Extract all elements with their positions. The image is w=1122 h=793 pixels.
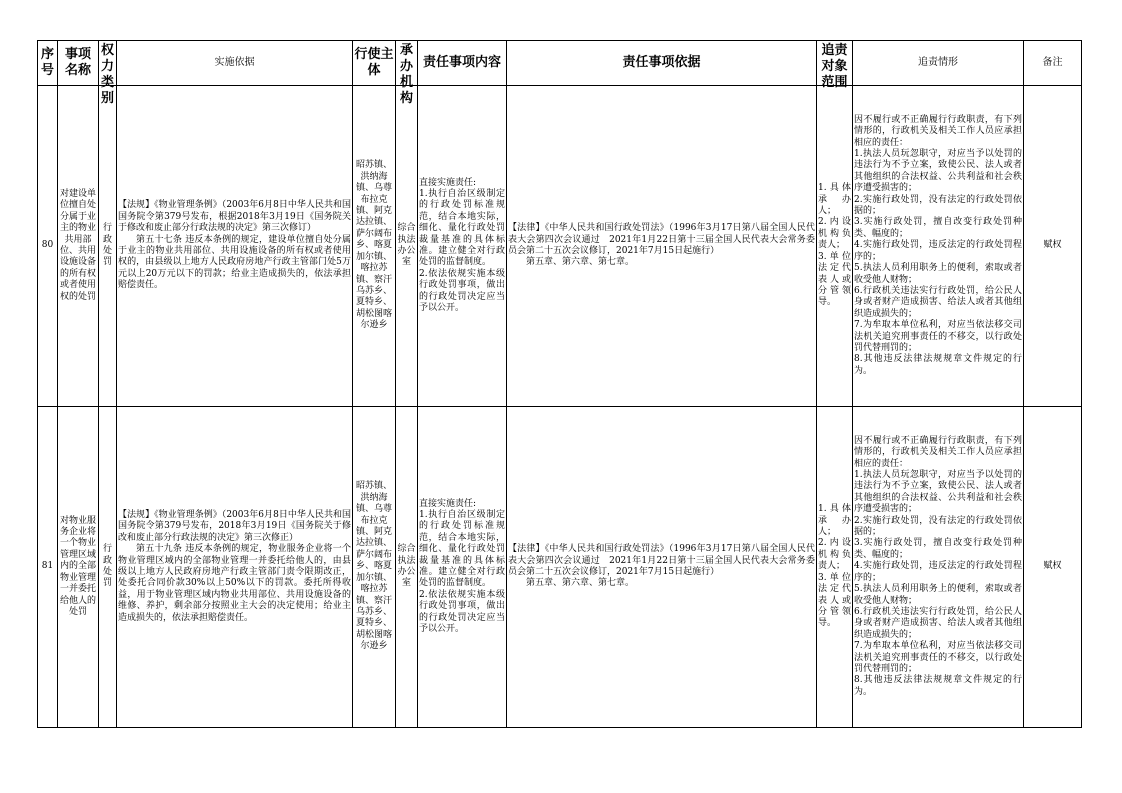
resp-basis-main: 【法律】《中华人民共和国行政处罚法》（1996年3月17日第八届全国人民代表大会第四次会议通过 2021年1月22日第十三届全国人民代表大会常务委员会第二十五次会议修订，2021年7月15日起施行） <box>508 223 815 256</box>
header-circumstances: 追责情形 <box>853 41 1024 86</box>
resp-basis-chapters: 第五章、第六章、第七章。 <box>526 257 635 268</box>
header-org: 承办机构 <box>396 41 418 86</box>
row-org: 综合执法办公室 <box>396 86 418 407</box>
header-scope: 追责对象范围 <box>817 41 853 86</box>
row-resp-basis <box>507 86 817 407</box>
header-subject: 行使主体 <box>353 41 396 86</box>
row-resp-basis <box>507 407 817 728</box>
row-basis <box>117 86 353 407</box>
row-subject: 昭苏镇、洪纳海镇、乌尊布拉克镇、阿克达拉镇、萨尔阔布乡、喀夏加尔镇、喀拉苏镇、察汗乌苏乡、夏特乡、胡松图喀尔逊乡 <box>353 86 396 407</box>
header-row <box>38 41 1082 86</box>
basis-article: 第五十七条 违反本条例的规定，建设单位擅自处分属于业主的物业共用部位、共用设施设备的所有权或者使用权的，由县级以上地方人民政府房地产行政主管部门处5万元以上20万元以下的罚款；给业主造成损失的，依法承担赔偿责任。 <box>118 234 351 291</box>
row-resp-content: 直接实施责任: 1.执行自治区级制定的行政处罚标准规范，结合本地实际，细化、量化行政处罚裁量基准的具体标准。建立健全对行政处罚的监督制度。 2.依法依规实施本级行政处罚事项，做出的行政处罚决定应当予以公开。 <box>418 407 507 728</box>
basis-article: 第五十九条 违反本条例的规定，物业服务企业将一个物业管理区域内的全部物业管理一并委托给他人的，由县级以上地方人民政府房地产行政主管部门责令限期改正，处委托合同价款30%以上50%以下的罚款。委托所得收益，用于物业管理区域内物业共用部位、共用设施设备的维修、养护，剩余部分按照业主大会的决定使用；给业主造成损失的，依法承担赔偿责任。 <box>118 544 351 623</box>
resp-basis-chapters: 第五章、第六章、第七章。 <box>526 578 635 589</box>
table-row <box>38 407 1082 728</box>
row-org: 综合执法办公室 <box>396 407 418 728</box>
responsibility-table <box>37 40 1082 728</box>
circumstances-text: 因不履行或不正确履行行政职责，有下列情形的，行政机关及相关工作人员应承担相应的责任： 1.执法人员玩忽职守，对应当予以处罚的违法行为不予立案，致使公民、法人或者其他组织的合法权益、公共利益和社会秩序遭受损害的； 2.实施行政处罚，没有法定的行政处罚依据的； 3.实施行政处罚，擅自改变行政处罚种类、幅度的； 4.实施行政处罚，违反法定的行政处罚程序的； 5.执法人员利用职务上的便利，索取或者收受他人财物； 6.行政机关违法实行行政处罚，给公民人身或者财产造成损害、给法人或者其他组织造成损失的； 7.为牟取本单位私利，对应当依法移交司法机关追究刑事责任的不移交，以行政处罚代替刑罚的； 8.其他违反法律法规规章文件规定的行为。 <box>854 114 1022 376</box>
resp-basis-main: 【法律】《中华人民共和国行政处罚法》（1996年3月17日第八届全国人民代表大会第四次会议通过 2021年1月22日第十三届全国人民代表大会常务委员会第二十五次会议修订，2021年7月15日起施行） <box>508 544 815 577</box>
row-category: 行政处罚 <box>99 407 117 728</box>
table-row <box>38 86 1082 407</box>
row-remark: 赋权 <box>1024 86 1082 407</box>
header-resp-content: 责任事项内容 <box>418 41 507 86</box>
header-basis: 实施依据 <box>117 41 353 86</box>
row-item-name: 对物业服务企业将一个物业管理区域内的全部物业管理一并委托给他人的处罚 <box>58 407 99 728</box>
row-seq: 81 <box>38 407 58 728</box>
row-circumstances <box>853 86 1024 407</box>
row-scope: 1.具体承办人； 2.内设机构负责人； 3.单位法定代表人或分管领导。 <box>817 407 853 728</box>
circumstances-text: 因不履行或不正确履行行政职责，有下列情形的，行政机关及相关工作人员应承担相应的责任： 1.执法人员玩忽职守，对应当予以处罚的违法行为不予立案，致使公民、法人或者其他组织的合法权益、公共利益和社会秩序遭受损害的； 2.实施行政处罚，没有法定的行政处罚依据的； 3.实施行政处罚，擅自改变行政处罚种类、幅度的； 4.实施行政处罚，违反法定的行政处罚程序的； 5.执法人员利用职务上的便利，索取或者收受他人财物； 6.行政机关违法实行行政处罚，给公民人身或者财产造成损害、给法人或者其他组织造成损失的； 7.为牟取本单位私利，对应当依法移交司法机关追究刑事责任的不移交，以行政处罚代替刑罚的； 8.其他违反法律法规规章文件规定的行为。 <box>854 435 1022 697</box>
header-remark: 备注 <box>1024 41 1082 86</box>
header-resp-basis: 责任事项依据 <box>507 41 817 86</box>
header-seq: 序号 <box>38 41 58 86</box>
basis-intro: 【法规】《物业管理条例》（2003年6月8日中华人民共和国国务院令第379号发布，根据2018年3月19日《国务院关于修改和废止部分行政法规的决定》第三次修订） <box>118 200 351 234</box>
row-subject: 昭苏镇、洪纳海镇、乌尊布拉克镇、阿克达拉镇、萨尔阔布乡、喀夏加尔镇、喀拉苏镇、察汗乌苏乡、夏特乡、胡松图喀尔逊乡 <box>353 407 396 728</box>
row-seq: 80 <box>38 86 58 407</box>
header-category: 权力类别 <box>99 41 117 86</box>
header-name: 事项名称 <box>58 41 99 86</box>
row-resp-content: 直接实施责任: 1.执行自治区级制定的行政处罚标准规范，结合本地实际，细化、量化行政处罚裁量基准的具体标准。建立健全对行政处罚的监督制度。 2.依法依规实施本级行政处罚事项，做出的行政处罚决定应当予以公开。 <box>418 86 507 407</box>
row-scope: 1.具体承办人； 2.内设机构负责人； 3.单位法定代表人或分管领导。 <box>817 86 853 407</box>
row-remark: 赋权 <box>1024 407 1082 728</box>
row-item-name: 对建设单位擅自处分属于业主的物业共用部位、共用设施设备的所有权或者使用权的处罚 <box>58 86 99 407</box>
row-circumstances <box>853 407 1024 728</box>
row-category: 行政处罚 <box>99 86 117 407</box>
row-basis <box>117 407 353 728</box>
basis-intro: 【法规】《物业管理条例》（2003年6月8日中华人民共和国国务院令第379号发布，2018年3月19日《国务院关于修改和废止部分行政法规的决定》第三次修正） <box>118 509 351 543</box>
